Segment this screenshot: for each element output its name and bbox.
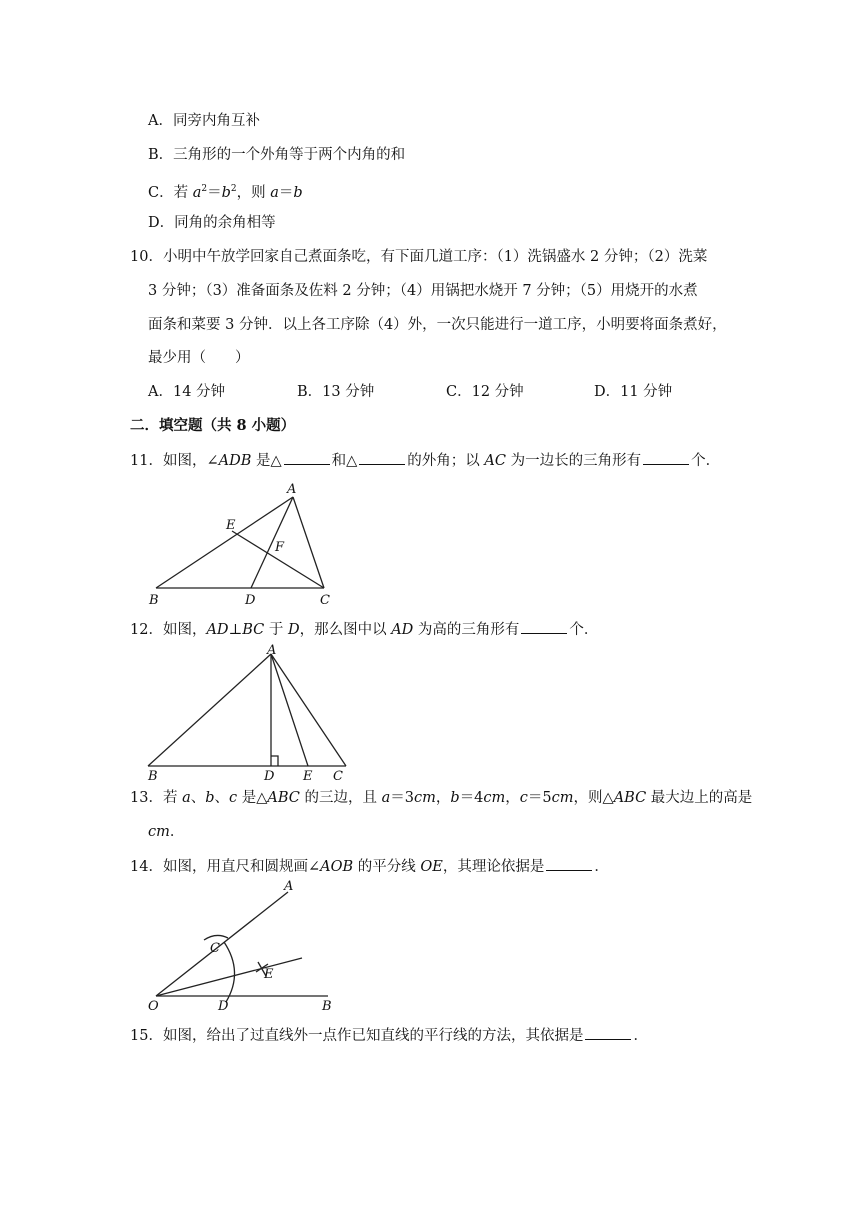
q11-label-a: A [287, 482, 297, 497]
q12-label-d: D [264, 769, 275, 784]
q10-line-2: 3 分钟；（3）准备面条及佐料 2 分钟；（4）用锅把水烧开 7 分钟；（5）用烧开的水煮 [148, 283, 698, 299]
q14-label-e: E [264, 967, 274, 982]
q14-label-o: O [148, 999, 159, 1014]
q11-label-d: D [245, 593, 256, 608]
q14-figure [140, 880, 350, 1020]
q11-label-e: E [226, 518, 236, 533]
q11-label-c: C [320, 593, 330, 608]
q11-blank-2[interactable] [359, 450, 405, 465]
q10-line-4: 最少用（ ） [148, 350, 250, 366]
q9-option-a: A．同旁内角互补 [148, 113, 260, 129]
q13-text-line-1: 13．若 a、b、c 是△ABC 的三边，且 a＝3cm，b＝4cm，c＝5cm，则△ABC 最大边上的高是 [130, 790, 753, 806]
q11-label-b: B [149, 593, 159, 608]
q12-blank[interactable] [521, 619, 567, 634]
q12-label-e: E [303, 769, 313, 784]
q14-label-d: D [218, 999, 229, 1014]
q10-option-d: D．11 分钟 [594, 384, 673, 400]
q10-line-3: 面条和菜要 3 分钟．以上各工序除（4）外，一次只能进行一道工序，小明要将面条煮好， [148, 317, 727, 333]
q11-blank-3[interactable] [643, 450, 689, 465]
q12-figure [140, 643, 360, 784]
q12-text: 12．如图，AD⊥BC 于 D，那么图中以 AD 为高的三角形有 个． [130, 619, 598, 640]
q12-label-a: A [267, 643, 277, 658]
q9-option-b: B．三角形的一个外角等于两个内角的和 [148, 147, 406, 163]
q11-label-f: F [275, 540, 285, 555]
q10-option-b: B．13 分钟 [297, 384, 375, 400]
q15-text: 15．如图，给出了过直线外一点作已知直线的平行线的方法，其依据是 ． [130, 1025, 648, 1046]
q10-option-c: C．12 分钟 [446, 384, 524, 400]
q12-label-b: B [148, 769, 158, 784]
q14-label-c: C [210, 941, 220, 956]
q15-blank[interactable] [585, 1025, 631, 1040]
q14-label-b: B [322, 999, 332, 1014]
q14-blank[interactable] [546, 856, 592, 871]
q12-label-c: C [333, 769, 343, 784]
q9-option-d: D．同角的余角相等 [148, 215, 276, 231]
q10-line-1: 10．小明中午放学回家自己煮面条吃，有下面几道工序：（1）洗锅盛水 2 分钟；（2）洗菜 [130, 249, 708, 265]
q11-text: 11．如图，∠ADB 是△ 和△ 的外角；以 AC 为一边长的三角形有 个． [130, 450, 720, 471]
q13-text-line-2: cm． [148, 824, 185, 840]
q11-figure [140, 478, 340, 608]
q9-option-c: C．若 $a^2=b^2$，则 a＝b [148, 184, 303, 201]
q11-blank-1[interactable] [284, 450, 330, 465]
q14-text: 14．如图，用直尺和圆规画∠AOB 的平分线 OE，其理论依据是 ． [130, 856, 609, 877]
q10-option-a: A．14 分钟 [148, 384, 226, 400]
section-heading: 二．填空题（共 8 小题） [130, 417, 296, 434]
q14-label-a: A [284, 879, 294, 894]
